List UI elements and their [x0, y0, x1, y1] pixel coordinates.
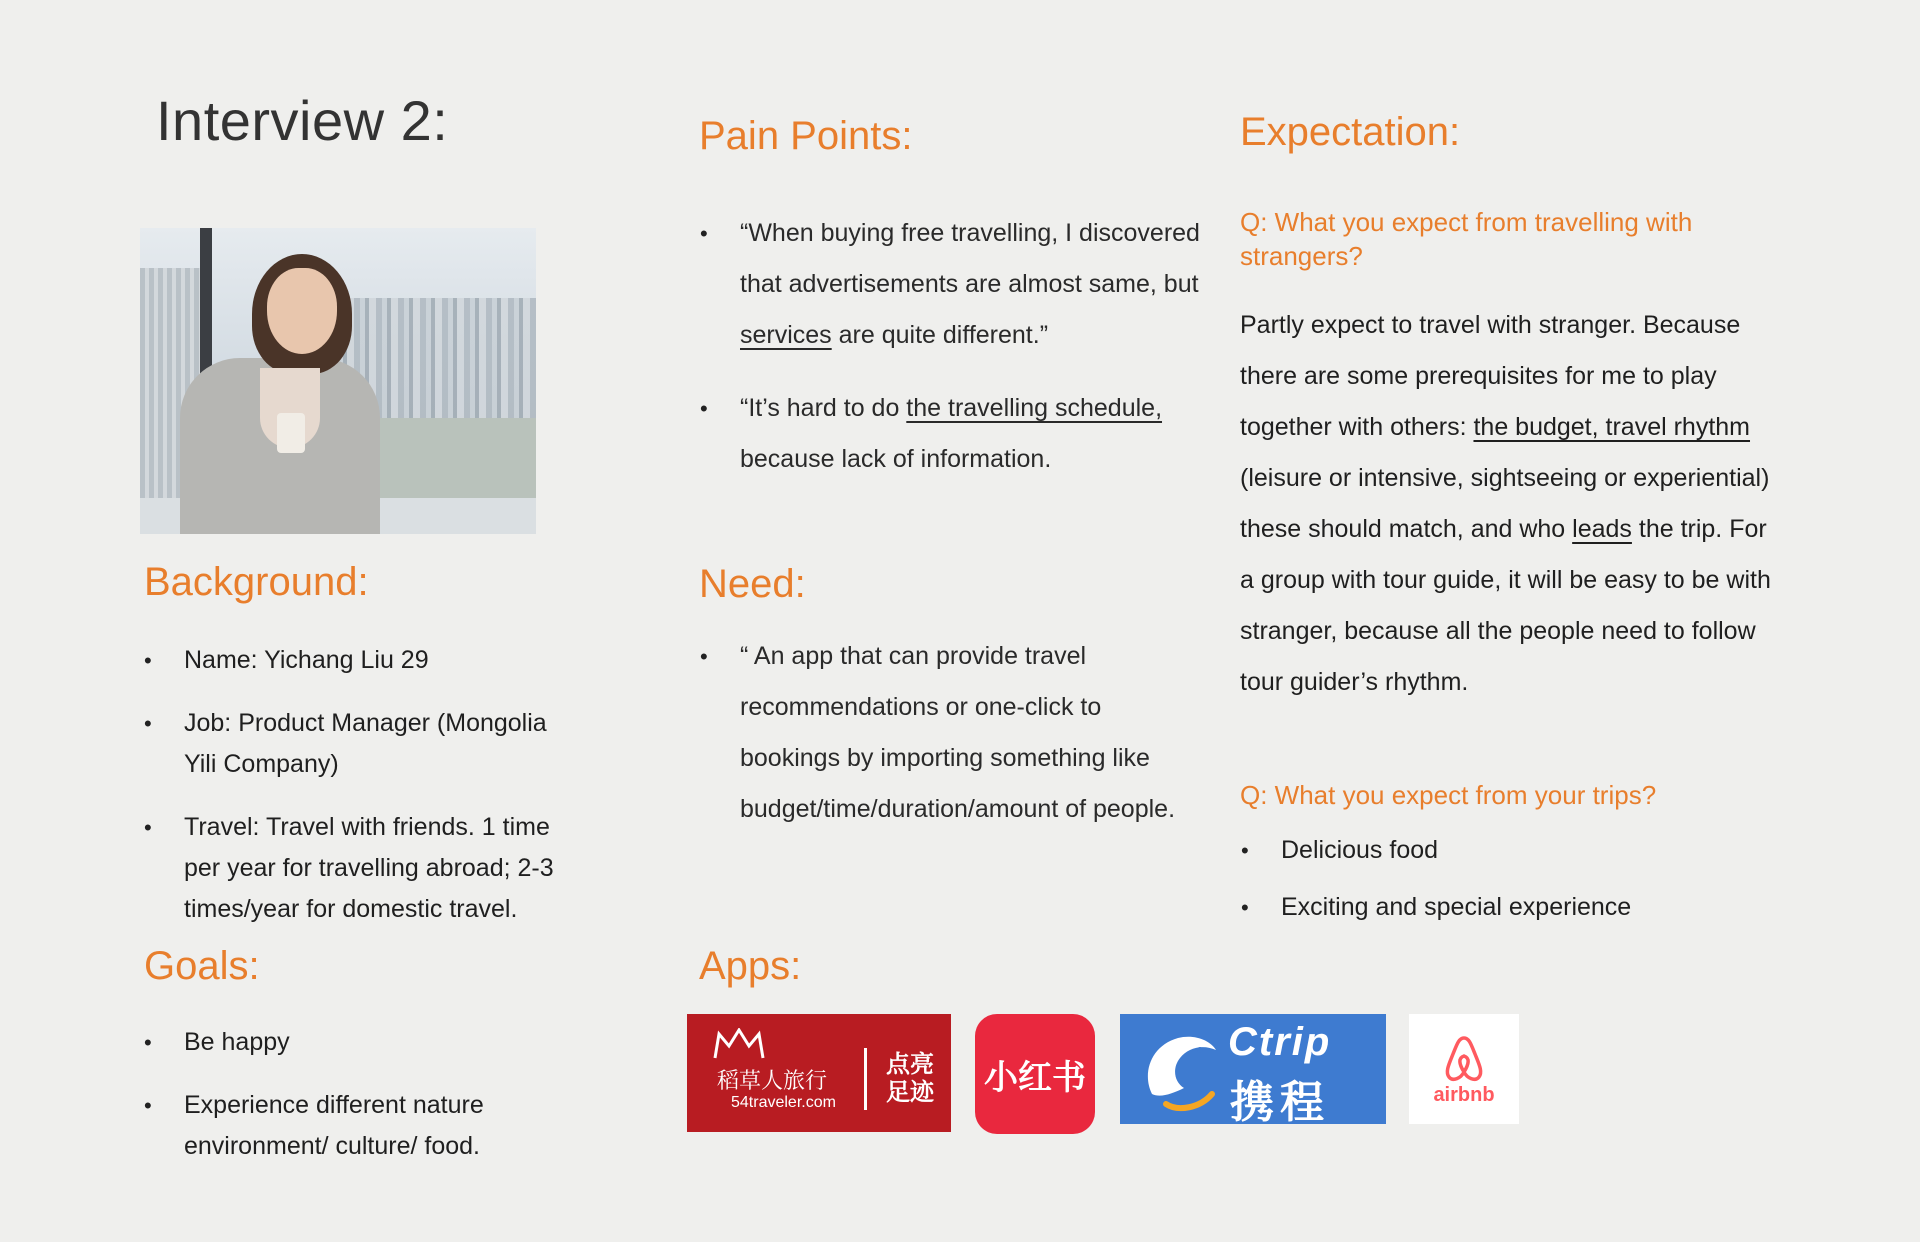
airbnb-logo: airbnb: [1409, 1014, 1519, 1124]
page-title: Interview 2:: [156, 89, 449, 152]
goals-heading: Goals:: [144, 944, 260, 988]
list-item: • Job: Product Manager (Mongolia Yili Company): [184, 703, 584, 785]
bullet-icon: •: [144, 1030, 152, 1055]
need-list: [700, 631, 1200, 835]
bullet-icon: •: [1241, 838, 1249, 863]
bullet-icon: •: [700, 396, 708, 421]
bullet-icon: •: [144, 711, 152, 736]
list-item: • Name: Yichang Liu 29: [184, 640, 584, 681]
ctrip-logo: Ctrip 携程: [1120, 1014, 1386, 1124]
list-item: • “It’s hard to do the travelling schedule, because lack of information.: [740, 383, 1200, 485]
need-heading: Need:: [699, 562, 806, 606]
pain-points-list: [700, 208, 1200, 507]
question-trip-expectation: Q: What you expect from your trips?: [1240, 780, 1657, 810]
crown-icon: [711, 1028, 767, 1062]
dolphin-icon: [1132, 1024, 1224, 1114]
xiaohongshu-logo: 小红书: [975, 1014, 1095, 1134]
question-travel-with-strangers: Q: What you expect from travelling with strangers?: [1240, 207, 1693, 271]
airbnb-belo-icon: [1441, 1034, 1487, 1084]
list-item: • “When buying free travelling, I discovered that advertisements are almost same, but services are quite different.”: [740, 208, 1200, 361]
background-list: [144, 640, 584, 952]
goals-list: [144, 1022, 584, 1189]
trip-expectation-list: [1241, 830, 1761, 944]
bullet-icon: •: [700, 221, 708, 246]
list-item: • Delicious food: [1281, 830, 1761, 871]
list-item: • Experience different nature environment/ culture/ food.: [184, 1085, 584, 1167]
background-heading: Background:: [144, 560, 369, 604]
bullet-icon: •: [144, 1093, 152, 1118]
bullet-icon: •: [700, 644, 708, 669]
apps-heading: Apps:: [699, 944, 802, 988]
list-item: • “ An app that can provide travel recommendations or one-click to bookings by importing something like budget/time/duration/amount of people.: [740, 631, 1200, 835]
interviewee-photo: [140, 228, 536, 534]
list-item: • Be happy: [184, 1022, 584, 1063]
bullet-icon: •: [144, 815, 152, 840]
pain-points-heading: Pain Points:: [699, 114, 913, 158]
bullet-icon: •: [1241, 895, 1249, 920]
list-item: • Exciting and special experience: [1281, 887, 1761, 928]
tour54-logo: 稻草人旅行 54traveler.com 点亮足迹: [687, 1014, 951, 1132]
list-item: • Travel: Travel with friends. 1 time per year for travelling abroad; 2-3 times/year for domestic travel.: [184, 807, 584, 930]
bullet-icon: •: [144, 648, 152, 673]
expectation-heading: Expectation:: [1240, 110, 1461, 154]
expectation-answer: Partly expect to travel with stranger. Because there are some prerequisites for me to play together with others: the budget, travel rhythm (leisure or intensive, sightseeing or experiential) these should match, and who leads the trip. For a group with tour guide, it will be easy to be with stranger, because all the people need to follow tour guider’s rhythm.: [1240, 311, 1771, 696]
